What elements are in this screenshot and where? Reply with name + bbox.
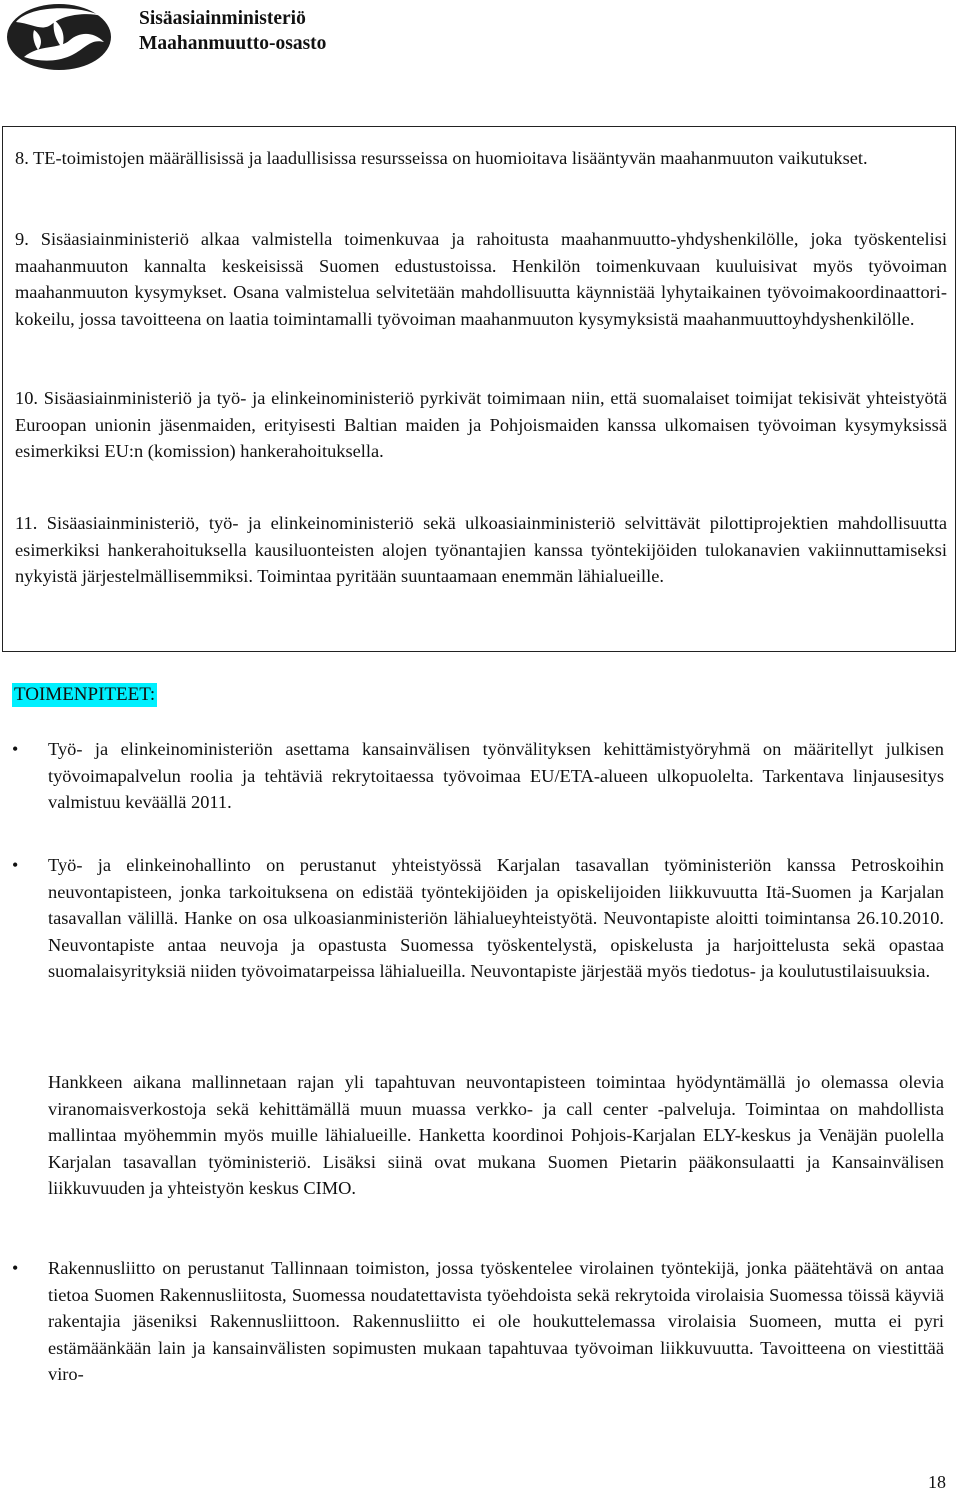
organization-block bbox=[139, 6, 326, 56]
government-lion-emblem-icon bbox=[4, 2, 114, 72]
page-header bbox=[0, 0, 960, 70]
proposals-box bbox=[2, 126, 956, 652]
proposal-9: 9. Sisäasiainministeriö alkaa valmistella toimenkuvaa ja rahoitusta maahanmuutto-yhdyshenkilölle, joka työskentelisi maahanmuuton kannalta keskeisissä Suomen edustustoissa. Henkilön toimenkuvaan kuuluisivat myös työvoiman maahanmuuton kysymykset. Osana valmistelua selvitetään mahdollisuutta käynnistää lyhytaikainen työvoimakoordinaattori-kokeilu, jossa tavoitteena on laatia toimintamalli työvoiman maahanmuuton kysymyksistä maahanmuuttoyhdyshenkilölle. bbox=[15, 229, 947, 329]
measure-item: Työ- ja elinkeinoministeriön asettama kansainvälisen työnvälityksen kehittämistyöryhmä on määritellyt julkisen työvoimapalvelun roolia ja tehtäviä rekrytoitaessa työvoimaa EU/ETA-alueen ulkopuolelta. Tarkentava linjausesitys valmistuu keväällä 2011. bbox=[48, 739, 944, 813]
bullet-icon: • bbox=[12, 855, 19, 875]
proposal-10: 10. Sisäasiainministeriö ja työ- ja elinkeinoministeriö pyrkivät toimimaan niin, että suomalaiset toimijat tekisivät yhteistyötä Euroopan unionin jäsenmaiden, erityisesti Baltian maiden ja Pohjoismaiden kanssa ulkomaisen työvoiman kysymyksissä esimerkiksi EU:n (komission) hankerahoituksella. bbox=[15, 388, 947, 462]
measure-item: Työ- ja elinkeinohallinto on perustanut yhteistyössä Karjalan tasavallan työministeriön kanssa Petroskoihin neuvontapisteen, jonka tarkoituksena on edistää työntekijöiden ja opiskelijoiden liikkuvuutta Itä-Suomen ja Karjalan tasavallan välillä. Hanke on osa ulkoasianministeriön lähialueyhteistyötä. Neuvontapiste aloitti toimintansa 26.10.2010. Neuvontapiste antaa neuvoja ja opastusta Suomessa työskentelystä, opiskelusta ja harjoittelusta sekä opastaa suomalaisyrityksiä niiden työvoimatarpeissa lähialueilla. Neuvontapiste järjestää myös tiedotus- ja koulutustilaisuuksia. bbox=[48, 855, 944, 982]
proposal-11: 11. Sisäasiainministeriö, työ- ja elinkeinoministeriö sekä ulkoasiainministeriö selvittävät pilottiprojektien mahdollisuutta esimerkiksi hankerahoituksella kausiluonteisten alojen työnantajien kanssa työntekijöiden tulokanavien vakiinnuttamiseksi nykyistä järjestelmällisemmiksi. Toimintaa pyritään suuntaamaan enemmän lähialueille. bbox=[15, 513, 947, 587]
department-name: Maahanmuutto-osasto bbox=[139, 33, 327, 54]
proposal-8: 8. TE-toimistojen määrällisissä ja laadullisissa resursseissa on huomioitava lisääntyvän maahanmuuton vaikutukset. bbox=[15, 148, 868, 168]
measures-heading: TOIMENPITEET: bbox=[14, 684, 156, 705]
measure-item: Rakennusliitto on perustanut Tallinnaan toimiston, jossa työskentelee virolainen työntekijä, jonka päätehtävä on antaa tietoa Suomen Rakennusliitosta, Suomessa noudatettavista työehdoista sekä rekrytoida virolaisia Suomessa töissä käyviä rakentajia jäseniksi Rakennusliittoon. Rakennusliitto ei ole houkuttelemassa virolaisia Suomeen, mutta ei pyri estämäänkään lain ja kansainvälisten sopimusten mukaan tapahtuvaa työvoiman liikkuvuutta. Tavoitteena on viestittää viro- bbox=[48, 1258, 944, 1385]
page-number: 18 bbox=[928, 1472, 946, 1492]
bullet-icon: • bbox=[12, 1258, 19, 1278]
measure-item-continuation: Hankkeen aikana mallinnetaan rajan yli tapahtuvan neuvontapisteen toimintaa hyödyntämällä jo olemassa olevia viranomaisverkostoja sekä kehittämällä muun muassa verkko- ja call center -palveluja. Toimintaa on mahdollista mallintaa myöhemmin myös muille lähialueille. Hanketta koordinoi Pohjois-Karjalan ELY-keskus ja Venäjän puolella Karjalan tasavallan työministeriö. Lisäksi siinä ovat mukana Suomen Pietarin pääkonsulaatti ja Kansainvälisen liikkuvuuden ja yhteistyön keskus CIMO. bbox=[48, 1072, 944, 1199]
bullet-icon: • bbox=[12, 739, 19, 759]
organization-name: Sisäasiainministeriö bbox=[139, 8, 306, 29]
